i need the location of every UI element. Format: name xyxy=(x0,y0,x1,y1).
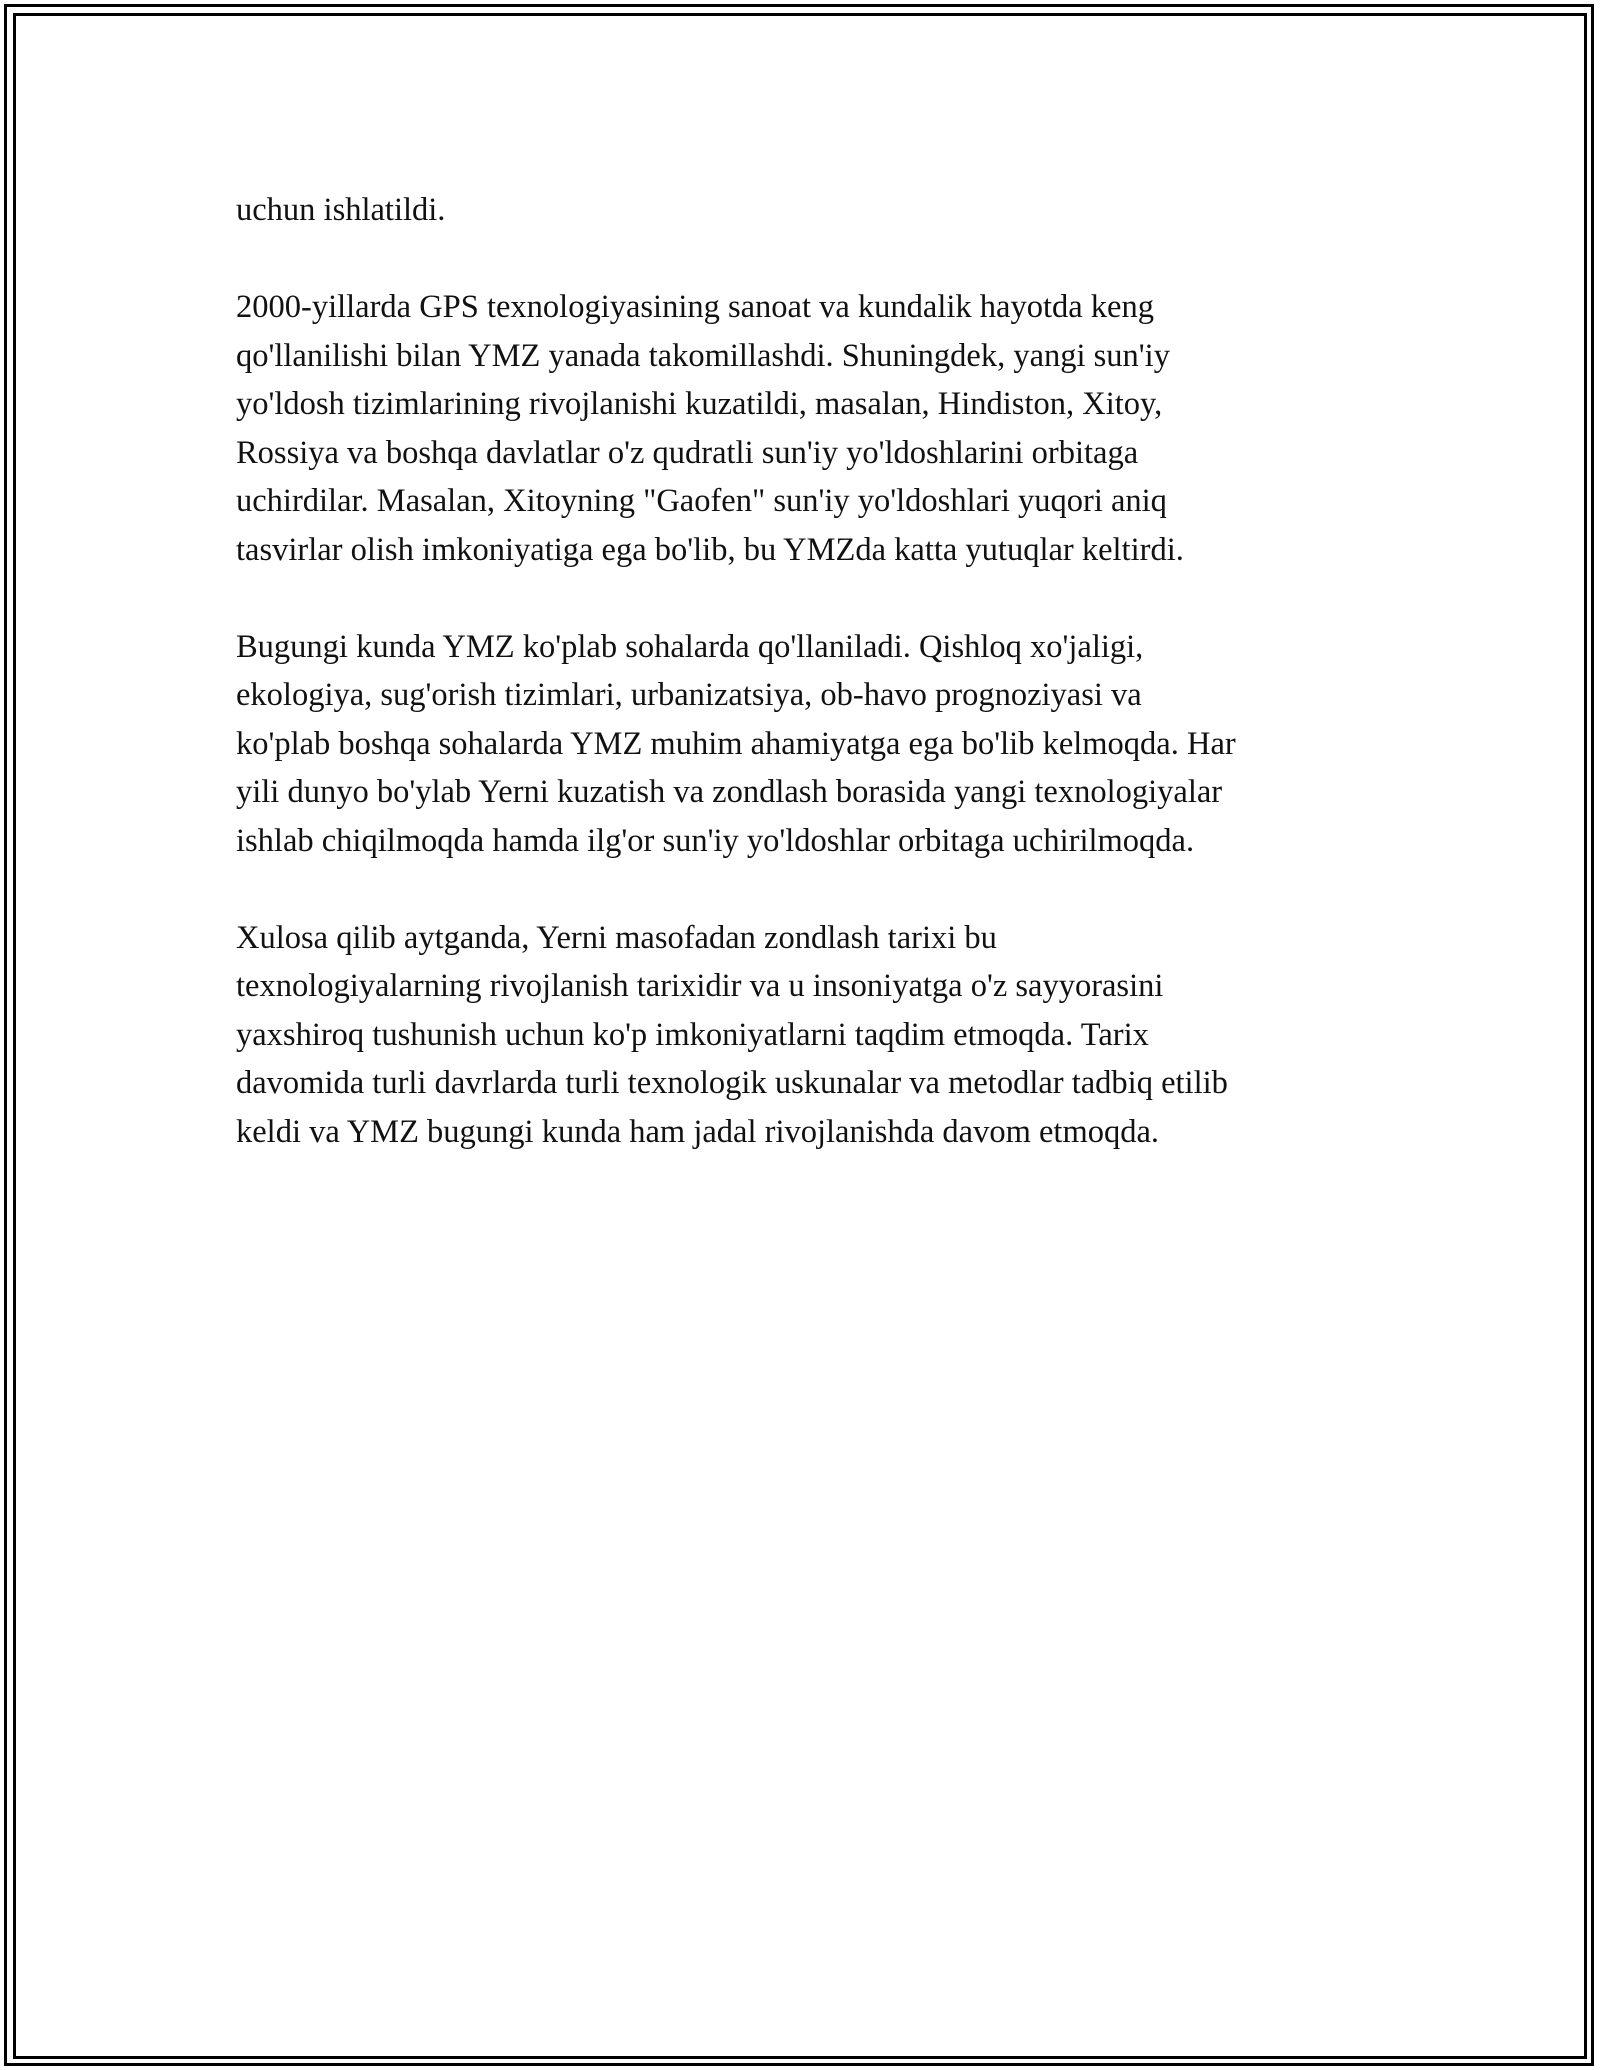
text-line: uchirdilar. Masalan, Xitoyning "Gaofen" sun'iy yo'ldoshlari yuqori aniq xyxy=(236,483,1167,519)
text-line: texnologiyalarning rivojlanish tarixidir va u insoniyatga o'z sayyorasini xyxy=(236,968,1164,1004)
text-line: ishlab chiqilmoqda hamda ilg'or sun'iy yo'ldoshlar orbitaga uchirilmoqda. xyxy=(236,822,1195,859)
document-body xyxy=(236,186,1386,1156)
text-line: yaxshiroq tushunish uchun ko'p imkoniyatlarni taqdim etmoqda. Tarix xyxy=(236,1016,1149,1053)
text-line: 2000-yillarda GPS texnologiyasining sanoat va kundalik hayotda keng xyxy=(236,289,1154,325)
text-line: Xulosa qilib aytganda, Yerni masofadan zondlash tarixi bu xyxy=(236,919,997,956)
paragraph-4 xyxy=(236,914,1386,1157)
text-line: yo'ldosh tizimlarining rivojlanishi kuzatildi, masalan, Hindiston, Xitoy, xyxy=(236,386,1163,422)
paragraph-2 xyxy=(236,283,1386,574)
text-line: ko'plab boshqa sohalarda YMZ muhim ahamiyatga ega bo'lib kelmoqda. Har xyxy=(236,725,1236,762)
text-line: keldi va YMZ bugungi kunda ham jadal rivojlanishda davom etmoqda. xyxy=(236,1113,1160,1150)
text-line: uchun ishlatildi. xyxy=(236,192,446,228)
text-line: qo'llanilishi bilan YMZ yanada takomillashdi. Shuningdek, yangi sun'iy xyxy=(236,337,1170,374)
text-line: ekologiya, sug'orish tizimlari, urbanizatsiya, ob-havo prognoziyasi va xyxy=(236,677,1142,713)
text-line: tasvirlar olish imkoniyatiga ega bo'lib, bu YMZda katta yutuqlar keltirdi. xyxy=(236,531,1184,568)
paragraph-3 xyxy=(236,623,1386,866)
text-line: Bugungi kunda YMZ ko'plab sohalarda qo'llaniladi. Qishloq xo'jaligi, xyxy=(236,628,1144,665)
text-line: yili dunyo bo'ylab Yerni kuzatish va zondlash borasida yangi texnologiyalar xyxy=(236,774,1223,810)
paragraph-1 xyxy=(236,186,1386,235)
text-line: Rossiya va boshqa davlatlar o'z qudratli sun'iy yo'ldoshlarini orbitaga xyxy=(236,434,1139,471)
text-line: davomida turli davrlarda turli texnologik uskunalar va metodlar tadbiq etilib xyxy=(236,1065,1228,1101)
